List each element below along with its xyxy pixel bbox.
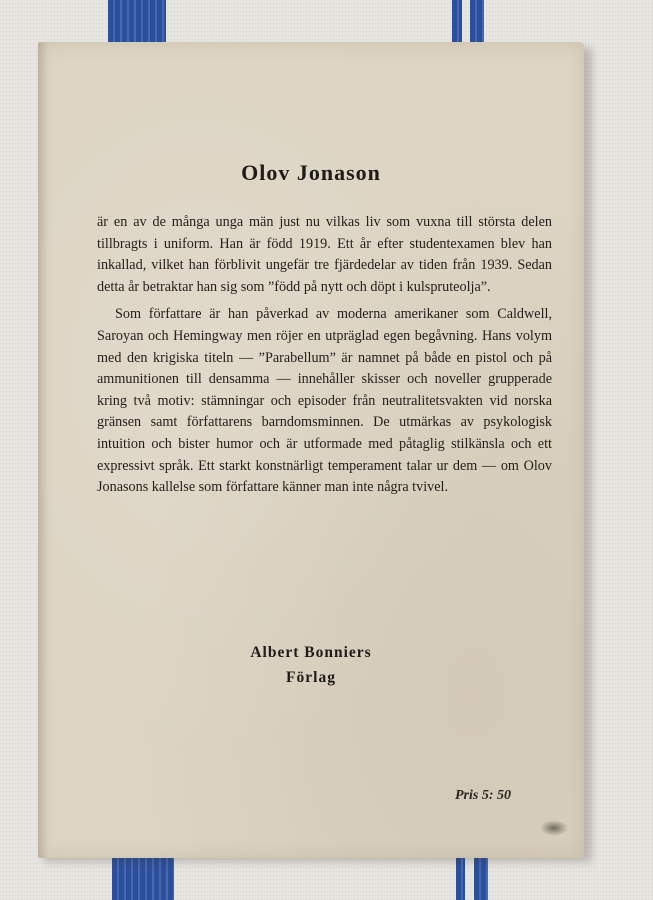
tablecloth-stripe: [456, 858, 465, 900]
publisher-name: [38, 640, 584, 690]
publisher-line-1: Albert Bonniers: [250, 644, 372, 661]
ink-stain: [540, 820, 568, 836]
blurb-text: [97, 212, 552, 499]
price-label: Pris 5: 50: [455, 788, 511, 803]
tablecloth-stripe: [474, 858, 488, 900]
tablecloth-stripe: [112, 858, 174, 900]
blurb-paragraph-2: Som författare är han påverkad av moderna amerikaner som Caldwell, Saroyan och Hemingway men röjer en utpräglad egen begåvning. Hans volym med den krigiska titeln — ”Parabellum” är namnet på både en pistol och på ammunitionen till densamma — innehåller skisser och noveller grupperade kring två motiv: stämningar och episoder från neutralitetsvakten vid norska gränsen samt författarens barndomsminnen. De utmärkas av psykologisk intuition och bister humor och är utformade med påtaglig stilkänsla och ett expressivt språk. Ett starkt konstnärligt temperament talar ur dem — om Olov Jonasons kallelse som författare känner man inte några tvivel.: [97, 306, 552, 496]
publisher-line-2: Förlag: [286, 669, 336, 686]
blurb-paragraph-1: är en av de många unga män just nu vilkas liv som vuxna till största delen tillbragts i uniform. Han är född 1919. Ett år efter studentexamen blev han inkallad, vilket han förblivit ungefär tre fjärdedelar av tiden från 1939. Sedan detta år betraktar han sig som ”född på nytt och döpt i kulspruteolja”.: [97, 214, 552, 295]
author-title: Olov Jonason: [241, 160, 381, 185]
